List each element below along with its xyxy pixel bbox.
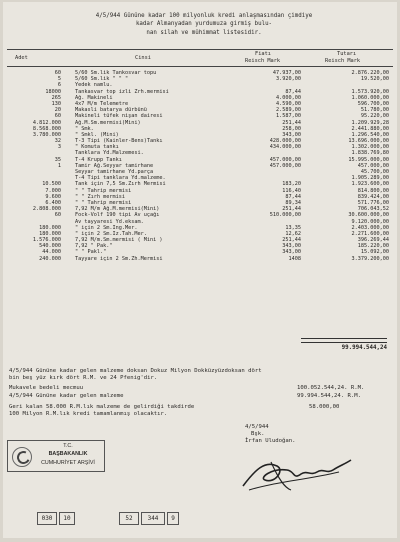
row-description: Fock-Volf 190 tipi Av uçağı	[75, 212, 160, 219]
row-description: " için 2 Sm.Iz.Tah.Mer.	[75, 230, 147, 237]
row-amount: 30.600.000,00	[348, 212, 389, 219]
row-amount: 45.700,00	[360, 169, 389, 175]
row-amount: 13.696.000,00	[348, 138, 389, 145]
row-amount: 839.424,00	[357, 193, 389, 200]
row-amount: 95.220,00	[360, 113, 389, 120]
row-amount: 1.060.000,00	[351, 94, 389, 101]
row-description: 5/60 Sm.lik Tankosvar topu	[75, 70, 157, 76]
row-quantity: 60	[54, 70, 61, 76]
row-amount: 51.780,00	[360, 107, 389, 114]
document-page	[3, 2, 397, 538]
row-description: " Komuta tankı	[75, 144, 119, 151]
row-description: T-4 Krupp Tankı	[75, 156, 122, 163]
contract-total-row	[9, 385, 389, 392]
row-amount: 1.905.289,00	[351, 175, 389, 182]
row-quantity: 3	[57, 144, 61, 151]
row-description: " Smk.	[75, 125, 94, 132]
row-description: 7,92 M/m.Sm.mermisi ( Mini )	[75, 237, 163, 244]
row-amount: 706.043,52	[357, 206, 389, 213]
row-quantity: 35	[54, 156, 61, 163]
ref-spacer	[77, 512, 117, 523]
row-unit-price: 1.587,00	[276, 113, 301, 120]
column-header-fiyat-unit: Reisch Mark	[245, 58, 281, 64]
row-description: " " Zırh mermisi	[75, 193, 125, 200]
received-total-row	[9, 393, 389, 400]
row-quantity: 32	[54, 138, 61, 145]
remaining-row	[9, 404, 389, 411]
row-amount: 15.995.000,00	[348, 156, 389, 163]
row-amount: 2.441.880,00	[351, 125, 389, 132]
header-line-1: 4/5/944 Gününe kadar 100 milyonluk kredi anlaşmasından çimdiye	[95, 13, 313, 19]
row-unit-price: 13,35	[285, 224, 301, 231]
footer-line-6: 100 Milyon R.M.lık kredi tamamlanmış olacaktır.	[9, 411, 168, 417]
signature-date: 4/5/944	[245, 424, 269, 430]
row-unit-price: 116,40	[282, 187, 301, 194]
ref-cell: 52	[119, 512, 139, 525]
row-quantity: 60	[54, 113, 61, 120]
row-quantity: 1.576.000	[32, 237, 61, 244]
signature-block	[245, 424, 296, 445]
row-unit-price: 87,44	[285, 193, 301, 200]
row-quantity: 18000	[45, 88, 61, 95]
row-quantity: 2.808.000	[32, 206, 61, 213]
signature-name: İrfan Uludoğan.	[245, 438, 296, 444]
row-description: T-3 Tipi (Kainler-Bens)Tankı	[75, 138, 163, 145]
row-quantity: 7.000	[45, 187, 61, 194]
row-description: " " Tahrip mermisi	[75, 199, 132, 206]
row-unit-price: 12,62	[285, 230, 301, 237]
sum-rule-double	[301, 342, 387, 343]
row-amount: 1.296.540,00	[351, 131, 389, 138]
header-line-2: kadar Almanyadan yurdumuza girmiş bulu-	[135, 21, 273, 28]
row-unit-price: 1408	[288, 255, 301, 262]
row-description: Tanklara Yd.Malzemesi.	[75, 150, 144, 157]
row-quantity: 3.780.000	[32, 131, 61, 138]
row-amount: 396.269,44	[357, 237, 389, 244]
remaining-value: 58.000,00	[309, 404, 340, 410]
archive-line-2: BAŞBAKANLIK	[48, 451, 88, 457]
row-quantity: 180.000	[39, 224, 61, 231]
row-quantity: 20	[54, 107, 61, 114]
table-header	[7, 49, 393, 67]
archive-stamp	[7, 440, 105, 472]
row-quantity: 4.812.000	[32, 119, 61, 126]
archive-line-3: CUMHURİYET ARŞİVİ	[41, 460, 95, 466]
row-amount: 571.776,00	[357, 199, 389, 206]
row-amount: 596.700,00	[357, 100, 389, 107]
row-description: " için 2 Sm.Ing.Mer.	[75, 224, 138, 231]
row-unit-price: 428.000,00	[269, 138, 301, 145]
row-quantity: 60	[54, 212, 61, 219]
row-description: Makasli batarya dürbünü	[75, 107, 147, 114]
row-unit-price: 183,20	[282, 181, 301, 188]
row-description: Makineli tüfek nişan dairesi	[75, 113, 163, 120]
column-header-cinsi: Cinsi	[135, 55, 151, 61]
row-quantity: 10.500	[42, 181, 61, 188]
row-quantity: 265	[51, 94, 61, 101]
row-unit-price: 457.000,00	[269, 162, 301, 169]
row-description: " " Pakl."	[75, 249, 107, 256]
ref-cell: 030	[37, 512, 57, 525]
column-header-adet: Adet	[15, 55, 28, 61]
footer-line-1: 4/5/944 Gününe kadar gelen malzeme doksan Dokuz Milyon Dokküzyüzdoksan dört	[9, 368, 262, 374]
row-description: 4x7 M/m Telemetre	[75, 100, 129, 107]
row-unit-price: 89,34	[285, 199, 301, 206]
handwritten-signature	[235, 450, 355, 494]
row-description: Tank için 7,5 Sm.Zırh Mermisi	[75, 181, 166, 188]
row-unit-price: 434.000,00	[269, 144, 301, 151]
row-amount: 3.379.200,00	[351, 255, 389, 262]
row-unit-price: 510.000,00	[269, 212, 301, 219]
row-unit-price: 251,44	[282, 237, 301, 244]
row-description: Seyyar tamirhane Yd.parça	[75, 169, 154, 175]
column-header-fiyat: Fiatı	[255, 51, 271, 57]
row-description: Yedek namlu.	[75, 82, 113, 89]
row-quantity: 6	[57, 82, 61, 89]
grand-total: 99.994.544,24	[341, 345, 387, 351]
row-description: 5/60 Sm.lik " " "	[75, 76, 129, 83]
ref-cell: 9	[167, 512, 179, 525]
row-quantity: 540.000	[39, 243, 61, 250]
column-header-tutar: Tutarı	[337, 51, 357, 57]
row-quantity: 44.000	[42, 249, 61, 256]
row-unit-price: 343,00	[282, 131, 301, 138]
row-unit-price: 87,44	[285, 88, 301, 95]
row-description: Tamir Ağ.Seyyar tamirhane	[75, 162, 154, 169]
item-list	[7, 70, 393, 262]
row-description: Tayyare için 2 Sm.Zh.Mermisi	[75, 255, 163, 262]
table-row	[7, 256, 393, 262]
row-quantity: 5	[57, 76, 61, 83]
row-quantity: 180.000	[39, 230, 61, 237]
document-header	[19, 12, 389, 37]
row-unit-price: 4.000,00	[276, 94, 301, 101]
row-quantity: 130	[51, 100, 61, 107]
row-amount: 19.520,00	[360, 76, 389, 83]
row-amount: 2.403.000,00	[351, 224, 389, 231]
row-amount: 457.000,00	[357, 162, 389, 169]
row-description: 7,92 M/m Ağ.M.mermisi(Mini)	[75, 206, 160, 213]
row-amount: 185.220,00	[357, 243, 389, 250]
received-total-label: 4/5/944 Gününe kadar gelen malzeme	[9, 393, 124, 399]
row-description: " " Tahrip mermisi	[75, 187, 132, 194]
column-header-tutar-unit: Reisch Mark	[325, 58, 361, 64]
signature-title: Bşk.	[251, 431, 265, 437]
row-amount: 2.271.600,00	[351, 230, 389, 237]
row-description: Ağ. Makineli	[75, 94, 113, 101]
received-total-value: 99.994.544,24. R.M.	[297, 393, 361, 399]
row-amount: 1.302.000,00	[351, 144, 389, 151]
row-amount: 1.573.920,00	[351, 88, 389, 95]
row-quantity: 8.568.000	[32, 125, 61, 132]
archive-line-1: T.C.	[63, 443, 73, 449]
row-unit-price: 251,44	[282, 119, 301, 126]
row-amount: 2.876.220,00	[351, 70, 389, 76]
remaining-label: Geri kalan 58.000 R.M.lık malzeme de gelirdiği takdirde	[9, 404, 195, 410]
ref-cell: 10	[59, 512, 75, 525]
ref-cell: 344	[141, 512, 165, 525]
row-unit-price: 4.590,00	[276, 100, 301, 107]
row-amount: 1.838.769,80	[351, 150, 389, 157]
header-line-3: nan silah ve mühimmat listesidir.	[146, 29, 262, 36]
row-unit-price: 343,00	[282, 249, 301, 256]
row-quantity: 9.600	[45, 193, 61, 200]
row-quantity: 1	[57, 162, 61, 169]
row-unit-price: 258,00	[282, 125, 301, 132]
reference-number-stamp	[37, 512, 179, 524]
contract-total-label: Mukavele bedeli mecmuu	[9, 385, 84, 391]
row-quantity: 6.400	[45, 199, 61, 206]
crescent-emblem-icon	[12, 447, 32, 467]
row-amount: 814.800,00	[357, 187, 389, 194]
row-unit-price: 3.920,00	[276, 76, 301, 83]
row-amount: 9.120.000,00	[351, 218, 389, 225]
row-amount: 1.923.600,00	[351, 181, 389, 188]
row-unit-price: 2.589,00	[276, 107, 301, 114]
row-unit-price: 47.937,00	[272, 70, 301, 76]
row-amount: 15.092,00	[360, 249, 389, 256]
row-amount: 1.209.929,28	[351, 119, 389, 126]
row-unit-price: 457.000,00	[269, 156, 301, 163]
row-unit-price: 343,00	[282, 243, 301, 250]
row-quantity: 240.000	[39, 255, 61, 262]
sum-rule	[301, 338, 387, 339]
footer-line-2: bin beş yüz kırk dört R.M. ve 24 Pfenig'dir.	[9, 375, 158, 381]
row-description: Ağ.M.Sm.mermisi(Mini)	[75, 119, 141, 126]
row-description: Av tayyaresi Yd.eksam.	[75, 218, 144, 225]
contract-total-value: 100.052.544,24. R.M.	[297, 385, 365, 391]
row-description: T-4 Tipi tanklara Yd.malzeme.	[75, 175, 166, 182]
row-description: Tankasvar top izli Zrh.mermisi	[75, 88, 169, 95]
row-description: " Smkl. (Mini)	[75, 131, 119, 138]
row-description: 7,92 " Pak."	[75, 243, 113, 250]
row-unit-price: 251,44	[282, 206, 301, 213]
